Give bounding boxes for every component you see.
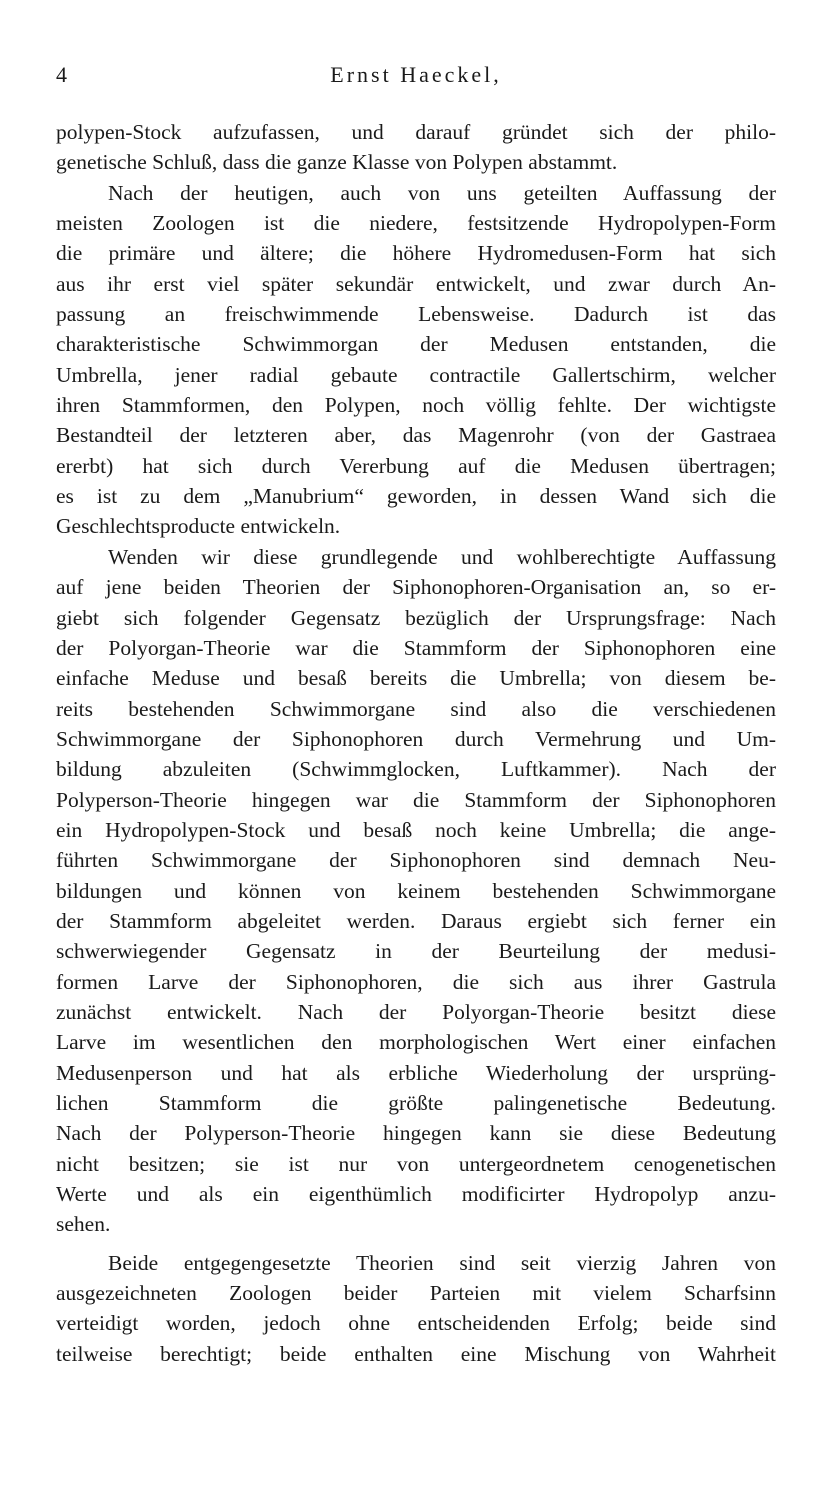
text-line: bildung abzuleiten (Schwimmglocken, Luftkammer). Nach der xyxy=(56,757,776,782)
text-line: polypen-Stock aufzufassen, und darauf gründet sich der philo- xyxy=(56,120,776,144)
text-line: der Polyorgan-Theorie war die Stammform der Siphonophoren eine xyxy=(56,635,776,660)
running-head: Ernst Haeckel, xyxy=(330,62,502,87)
text-line: teilweise berechtigt; beide enthalten eine Mischung von Wahrheit xyxy=(56,1341,776,1366)
text-line: aus ihr erst viel später sekundär entwickelt, und zwar durch An- xyxy=(56,271,776,296)
text-line: verteidigt worden, jedoch ohne entscheidenden Erfolg; beide sind xyxy=(56,1311,776,1336)
text-line: die primäre und ältere; die höhere Hydromedusen-Form hat sich xyxy=(56,241,776,266)
text-line: genetische Schluß, dass die ganze Klasse von Polypen abstammt. xyxy=(56,150,618,175)
text-line: Umbrella, jener radial gebaute contractile Gallertschirm, welcher xyxy=(56,362,776,387)
text-line: ererbt) hat sich durch Vererbung auf die Medusen übertragen; xyxy=(56,453,776,478)
paragraph xyxy=(56,117,776,178)
paragraph xyxy=(56,1248,776,1369)
text-line: formen Larve der Siphonophoren, die sich aus ihrer Gastrula xyxy=(56,969,776,994)
text-line: sehen. xyxy=(56,1212,111,1237)
text-line: zunächst entwickelt. Nach der Polyorgan-Theorie besitzt diese xyxy=(56,999,776,1024)
text-line: Wenden wir diese grundlegende und wohlberechtigte Auffassung xyxy=(108,544,776,569)
text-line: bildungen und können von keinem bestehenden Schwimmorgane xyxy=(56,878,776,903)
body-text xyxy=(56,117,776,1369)
text-line: meisten Zoologen ist die niedere, festsitzende Hydropolypen-Form xyxy=(56,211,776,236)
text-line: charakteristische Schwimmorgan der Medusen entstanden, die xyxy=(56,332,776,357)
paragraph xyxy=(56,542,776,1240)
text-line: Larve im wesentlichen den morphologischen Wert einer einfachen xyxy=(56,1030,776,1055)
text-line: führten Schwimmorgane der Siphonophoren sind demnach Neu- xyxy=(56,848,776,873)
text-line: Medusenperson und hat als erbliche Wiederholung der ursprüng- xyxy=(56,1060,776,1085)
text-line: reits bestehenden Schwimmorgane sind also die verschiedenen xyxy=(56,696,776,721)
text-line: Beide entgegengesetzte Theorien sind seit vierzig Jahren von xyxy=(108,1250,776,1275)
text-line: der Stammform abgeleitet werden. Daraus ergiebt sich ferner ein xyxy=(56,908,776,933)
text-line: es ist zu dem „Manubrium“ geworden, in dessen Wand sich die xyxy=(56,484,776,509)
text-line: schwerwiegender Gegensatz in der Beurteilung der medusi- xyxy=(56,939,776,964)
text-line: Schwimmorgane der Siphonophoren durch Vermehrung und Um- xyxy=(56,726,776,751)
book-page xyxy=(56,62,776,1369)
text-line: lichen Stammform die größte palingenetische Bedeutung. xyxy=(56,1091,776,1115)
page-number: 4 xyxy=(56,62,67,87)
text-line: ausgezeichneten Zoologen beider Parteien mit vielem Scharfsinn xyxy=(56,1281,776,1306)
text-line: ein Hydropolypen-Stock und besaß noch keine Umbrella; die ange- xyxy=(56,817,776,842)
text-line: Nach der Polyperson-Theorie hingegen kann sie diese Bedeutung xyxy=(56,1121,776,1146)
text-line: nicht besitzen; sie ist nur von untergeordnetem cenogenetischen xyxy=(56,1151,776,1176)
paragraph-gap xyxy=(56,1240,776,1248)
text-line: giebt sich folgender Gegensatz bezüglich der Ursprungsfrage: Nach xyxy=(56,605,776,630)
text-line: ihren Stammformen, den Polypen, noch völlig fehlte. Der wichtigste xyxy=(56,393,776,418)
text-line: Bestandteil der letzteren aber, das Magenrohr (von der Gastraea xyxy=(56,423,776,448)
text-line: passung an freischwimmende Lebensweise. Dadurch ist das xyxy=(56,302,776,327)
text-line: einfache Meduse und besaß bereits die Umbrella; von diesem be- xyxy=(56,666,776,691)
text-line: Polyperson-Theorie hingegen war die Stammform der Siphonophoren xyxy=(56,787,776,812)
text-line: Geschlechtsproducte entwickeln. xyxy=(56,514,341,539)
text-line: Werte und als ein eigenthümlich modificirter Hydropolyp anzu- xyxy=(56,1182,776,1207)
text-line: auf jene beiden Theorien der Siphonophoren-Organisation an, so er- xyxy=(56,575,776,600)
paragraph xyxy=(56,178,776,542)
text-line: Nach der heutigen, auch von uns geteilten Auffassung der xyxy=(108,180,776,205)
page-header xyxy=(56,62,776,102)
